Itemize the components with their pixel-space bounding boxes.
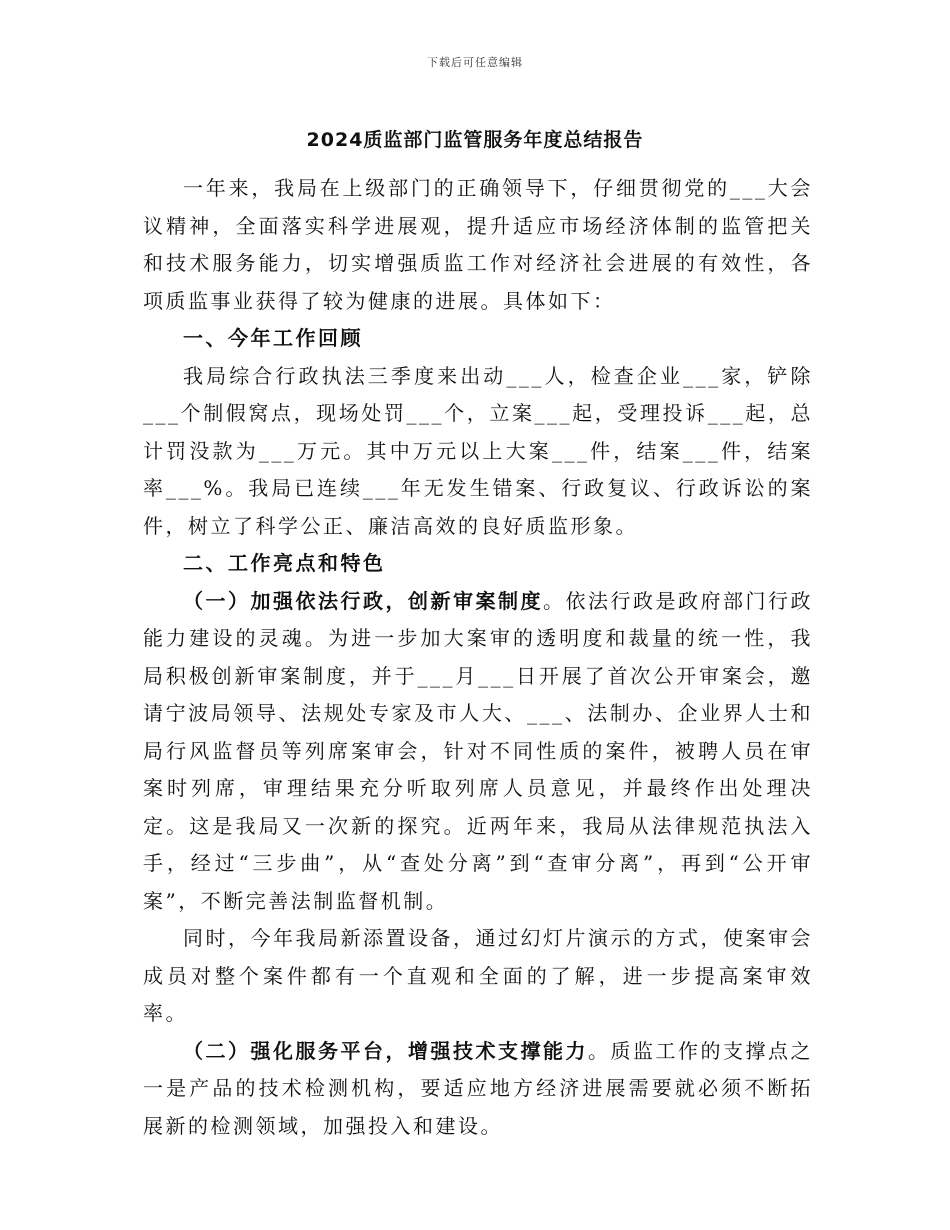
- equipment-paragraph: 同时，今年我局新添置设备，通过幻灯片演示的方式，使案审会成员对整个案件都有一个直观和全面的了解，进一步提高案审效率。: [143, 926, 813, 1025]
- section-heading-highlights: 二、工作亮点和特色: [183, 551, 386, 575]
- highlight-paragraph-1: [143, 583, 813, 921]
- section-heading-review: 一、今年工作回顾: [183, 326, 363, 350]
- highlight-1-text: 。依法行政是政府部门行政能力建设的灵魂。为进一步加大案审的透明度和裁量的统一性，我局积极创新审案制度，并于___月___日开展了首次公开审案会，邀请宁波局领导、法规处专家及市人大、___、法制办、企业界人士和局行风监督员等列席案审会，针对不同性质的案件，被聘人员在审案时列席，审理结果充分听取列席人员意见，并最终作出处理决定。这是我局又一次新的探究。近两年来，我局从法律规范执法入手，经过“三步曲”，从“查处分离”到“查审分离”，再到“公开审案”，不断完善法制监督机制。: [143, 588, 813, 913]
- header-note: 下载后可任意编辑: [427, 56, 523, 69]
- document-title: 2024质监部门监管服务年度总结报告: [306, 129, 644, 151]
- review-paragraph: 我局综合行政执法三季度来出动___人，检查企业___家，铲除___个制假窝点，现场处罚___个，立案___起，受理投诉___起，总计罚没款为___万元。其中万元以上大案___件，结案___件，结案率___%。我局已连续___年无发生错案、行政复议、行政诉讼的案件，树立了科学公正、廉洁高效的良好质监形象。: [143, 363, 813, 538]
- highlight-2-lead: （二）强化服务平台，增强技术支撑能力: [183, 1038, 588, 1063]
- highlight-1-lead: （一）加强依法行政，创新审案制度: [183, 588, 543, 613]
- intro-paragraph: 一年来，我局在上级部门的正确领导下，仔细贯彻党的___大会议精神，全面落实科学进展观，提升适应市场经济体制的监管把关和技术服务能力，切实增强质监工作对经济社会进展的有效性，各项质监事业获得了较为健康的进展。具体如下：: [143, 176, 813, 313]
- document-body: [143, 170, 813, 1145]
- highlight-2-text: 。质监工作的支撑点之一是产品的技术检测机构，要适应地方经济进展需要就必须不断拓展新的检测领域，加强投入和建设。: [143, 1038, 813, 1138]
- highlight-paragraph-2: [143, 1033, 813, 1146]
